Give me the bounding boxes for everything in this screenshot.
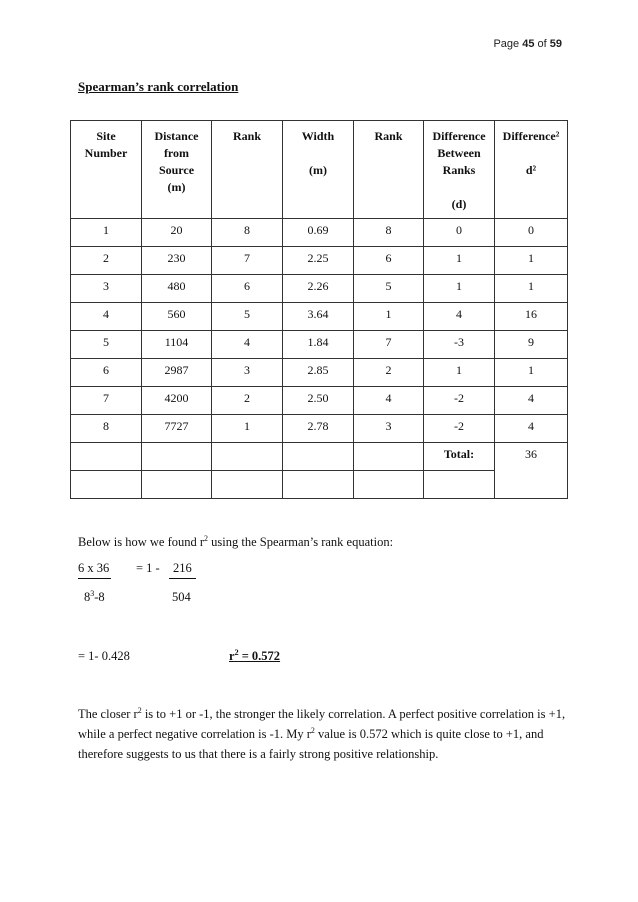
empty-cell xyxy=(354,471,424,499)
header-line: Width xyxy=(301,129,335,143)
formula-denominator-2: 504 xyxy=(172,590,191,604)
table-cell: 2.85 xyxy=(283,359,354,387)
column-header xyxy=(142,121,212,219)
table-row xyxy=(71,275,568,303)
header-line: Rank xyxy=(374,129,403,143)
formula-step: = 1- 0.428 xyxy=(78,649,130,663)
table-cell: 4 xyxy=(495,415,568,443)
table-cell: 1 xyxy=(424,359,495,387)
text-run: value is 0.572 which is quite close to +1, and therefore suggests to us that there is a fairly strong positive relationship. xyxy=(78,727,544,761)
table-cell: -2 xyxy=(424,415,495,443)
table-cell: 3.64 xyxy=(283,303,354,331)
blank-row xyxy=(71,471,568,499)
header-line: Number xyxy=(84,146,128,160)
table-cell: 2.78 xyxy=(283,415,354,443)
table-cell: 2 xyxy=(354,359,424,387)
table-cell: 3 xyxy=(212,359,283,387)
table-cell: 7727 xyxy=(142,415,212,443)
table-cell: 16 xyxy=(495,303,568,331)
section-title: Spearman’s rank correlation xyxy=(78,79,239,94)
table-cell: 2987 xyxy=(142,359,212,387)
result-value: $r^2 = 0.572$ xyxy=(229,647,281,663)
superscript: 2 xyxy=(310,725,315,735)
table-cell: 5 xyxy=(354,275,424,303)
empty-cell xyxy=(142,443,212,471)
table-row xyxy=(71,303,568,331)
table-cell: 1 xyxy=(424,247,495,275)
table-cell: 230 xyxy=(142,247,212,275)
table-row xyxy=(71,415,568,443)
empty-cell xyxy=(283,471,354,499)
header-line: d² xyxy=(525,163,537,177)
table-cell: 1 xyxy=(495,275,568,303)
table-cell: 9 xyxy=(495,331,568,359)
table-cell: 8 xyxy=(71,415,142,443)
empty-cell xyxy=(212,443,283,471)
table-cell: 5 xyxy=(71,331,142,359)
column-header xyxy=(495,121,568,219)
table-cell: 1 xyxy=(495,359,568,387)
table-cell: 8 xyxy=(212,219,283,247)
table-cell: 1 xyxy=(212,415,283,443)
table-row xyxy=(71,331,568,359)
total-value: 36 xyxy=(495,443,568,499)
table-cell: 5 xyxy=(212,303,283,331)
column-header xyxy=(424,121,495,219)
table-cell: -3 xyxy=(424,331,495,359)
empty-cell xyxy=(71,471,142,499)
table-cell: 1104 xyxy=(142,331,212,359)
table-cell: 6 xyxy=(71,359,142,387)
table-cell: 2.26 xyxy=(283,275,354,303)
table-cell: 560 xyxy=(142,303,212,331)
table-cell: 1 xyxy=(495,247,568,275)
empty-cell xyxy=(71,443,142,471)
table-row xyxy=(71,387,568,415)
table-cell: 1 xyxy=(424,275,495,303)
header-line: Ranks xyxy=(442,163,476,177)
table-cell: 0.69 xyxy=(283,219,354,247)
header-line: Difference xyxy=(432,129,486,143)
header-line: (m) xyxy=(309,163,327,177)
table-cell: 7 xyxy=(71,387,142,415)
total-row xyxy=(71,443,568,471)
table-cell: 4 xyxy=(71,303,142,331)
header-line: Between xyxy=(437,146,481,160)
header-line: Site xyxy=(96,129,116,143)
table-cell: 4 xyxy=(424,303,495,331)
table-cell: 2 xyxy=(212,387,283,415)
superscript: 2 xyxy=(137,705,142,715)
table-cell: 0 xyxy=(424,219,495,247)
table-row xyxy=(71,219,568,247)
header-line: Rank xyxy=(232,129,261,143)
conclusion-paragraph xyxy=(78,704,568,764)
table-cell: 1 xyxy=(354,303,424,331)
table-cell: 2.25 xyxy=(283,247,354,275)
header-line: (m) xyxy=(167,180,186,194)
formula-numerator-2: 216 xyxy=(173,561,192,575)
page-number: Page 45 of 59 xyxy=(493,38,562,50)
header-line: (d) xyxy=(451,197,467,211)
header-line: from xyxy=(163,146,190,160)
text-run: The closer r xyxy=(78,707,138,721)
empty-cell xyxy=(212,471,283,499)
formula-equals: = 1 - xyxy=(136,561,160,575)
formula-denominator-1: $8^3-8$ xyxy=(84,588,105,604)
header-line: Difference² xyxy=(502,129,560,143)
table-cell: 3 xyxy=(71,275,142,303)
empty-cell xyxy=(283,443,354,471)
table-cell: 480 xyxy=(142,275,212,303)
table-cell: 2 xyxy=(71,247,142,275)
fraction-bar-1 xyxy=(78,578,111,579)
empty-cell xyxy=(142,471,212,499)
table-cell: 1.84 xyxy=(283,331,354,359)
total-label: Total: xyxy=(424,443,495,471)
table-cell: 7 xyxy=(212,247,283,275)
formula-numerator-1: 6 x 36 xyxy=(78,561,110,575)
fraction-bar-2 xyxy=(169,578,196,579)
table-row xyxy=(71,247,568,275)
table-cell: 3 xyxy=(354,415,424,443)
table-cell: 7 xyxy=(354,331,424,359)
table-cell: 2.50 xyxy=(283,387,354,415)
empty-cell xyxy=(354,443,424,471)
column-header xyxy=(71,121,142,219)
table-cell: 8 xyxy=(354,219,424,247)
table-cell: 0 xyxy=(495,219,568,247)
table-row xyxy=(71,359,568,387)
table-cell: 1 xyxy=(71,219,142,247)
header-line: Source xyxy=(158,163,195,177)
empty-cell xyxy=(424,471,495,499)
table-cell: 4 xyxy=(212,331,283,359)
table-cell: 4 xyxy=(495,387,568,415)
column-header xyxy=(354,121,424,219)
text-run: is to +1 or -1, the stronger the likely correlation. A perfect positive correlation is +1, while a perfect negative correlation is -1. My r xyxy=(78,707,566,741)
table-cell: 4 xyxy=(354,387,424,415)
table-cell: 6 xyxy=(354,247,424,275)
table-cell: -2 xyxy=(424,387,495,415)
table-cell: 6 xyxy=(212,275,283,303)
header-line: Distance xyxy=(154,129,199,143)
column-header xyxy=(212,121,283,219)
table-cell: 4200 xyxy=(142,387,212,415)
spearman-table xyxy=(70,120,568,499)
calc-intro: Below is how we found $r^2$ using the Spearman’s rank equation: xyxy=(78,533,394,549)
column-header xyxy=(283,121,354,219)
table-cell: 20 xyxy=(142,219,212,247)
